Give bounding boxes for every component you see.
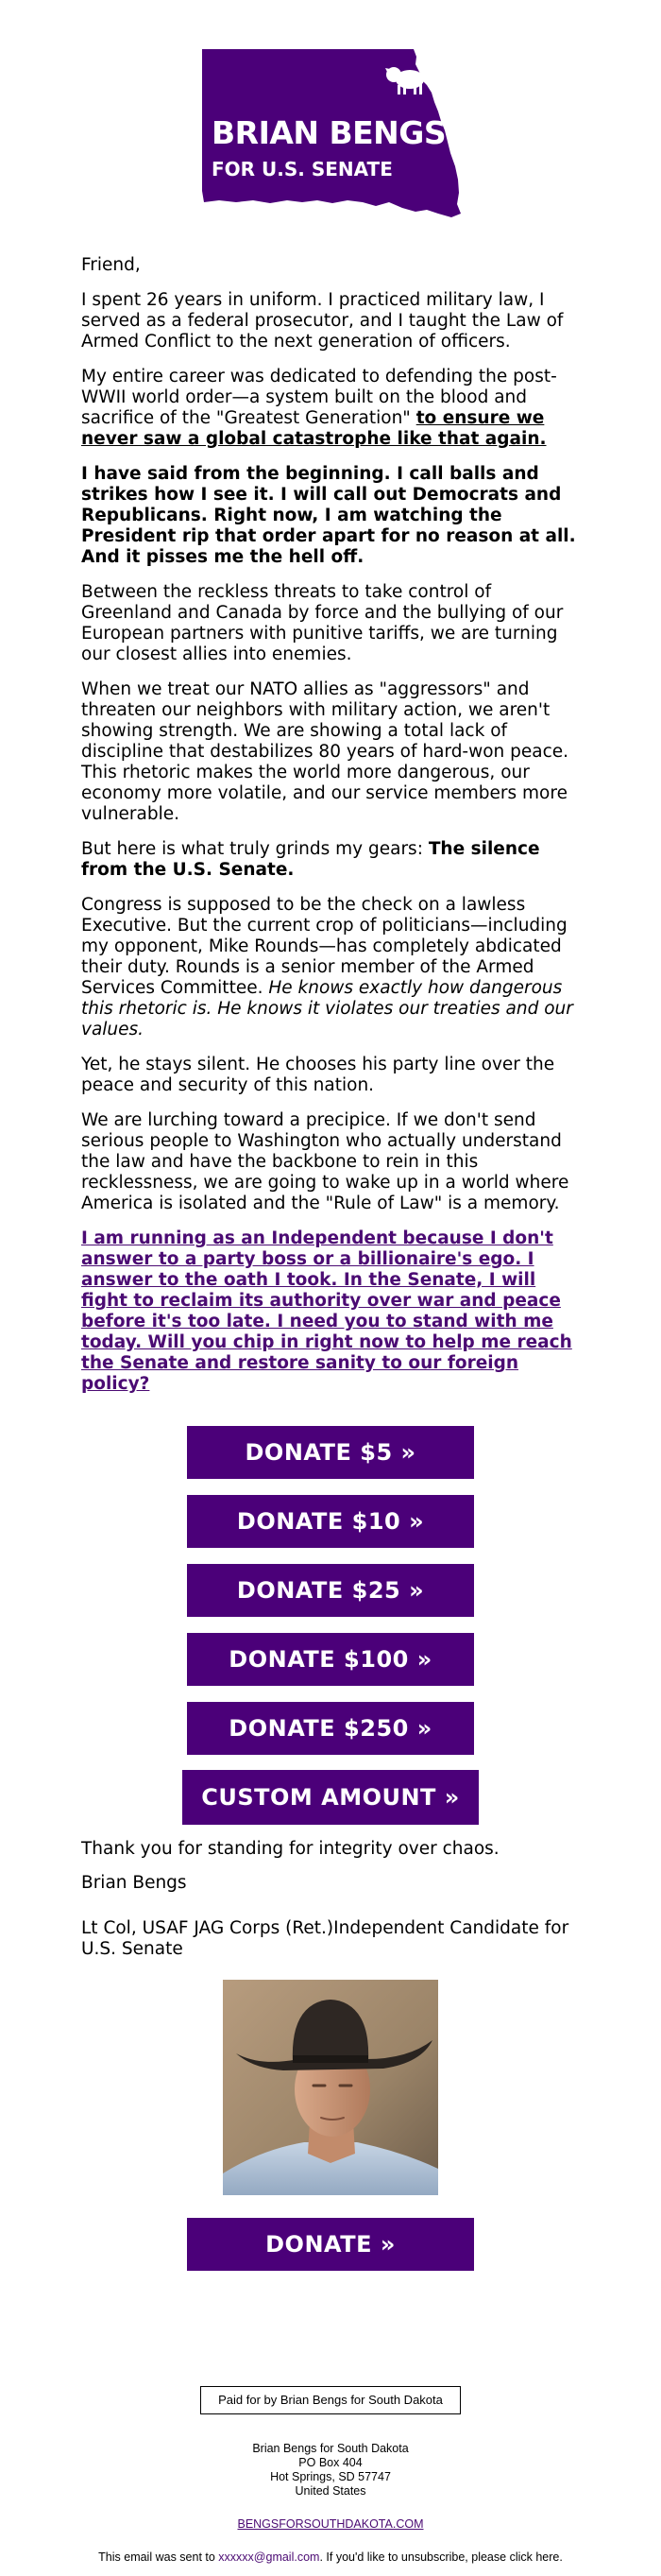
donate-5-button[interactable]: DONATE $5 »: [187, 1426, 474, 1479]
logo-subtitle: FOR U.S. SENATE: [212, 158, 393, 180]
cta-link[interactable]: I am running as an Independent because I don't answer to a party boss or a billionaire's ego. I answer to the oath I took. In the Senate, I will fight to reclaim its authority over war and peace before it's too late. I need you to stand with me today. Will you chip in right now to help me reach the Senate and restore sanity to our foreign policy?: [81, 1228, 572, 1394]
mailing-address: [0, 2442, 661, 2499]
world-order-emphasis: to ensure we never saw a global catastrophe like that again.: [81, 408, 547, 449]
custom-amount-button[interactable]: CUSTOM AMOUNT »: [182, 1770, 479, 1825]
letter-body: [81, 255, 580, 1395]
closing: [81, 1839, 580, 1973]
silence-emphasis: The silence from the U.S. Senate.: [81, 839, 540, 880]
paragraph-world-order: [81, 367, 580, 450]
paragraph-nato: When we treat our NATO allies as "aggressors" and threaten our neighbors with military action, we aren't showing strength. We are showing a total lack of discipline that destabilizes 80 years of hard-won peace. This rhetoric makes the world more dangerous, our economy more volatile, and our service members more vulnerable.: [81, 679, 569, 824]
donate-button[interactable]: DONATE »: [187, 2218, 474, 2271]
candidate-photo: [223, 1980, 438, 2195]
paragraph-precipice: We are lurching toward a precipice. If we don't send serious people to Washington who actually understand the law and have the backbone to rein in this recklessness, we are going to wake up in a world where America is isolated and the "Rule of Law" is a memory.: [81, 1110, 569, 1213]
congress-italic: He knows exactly how dangerous this rhetoric is. He knows it violates our treaties and our values.: [81, 978, 573, 1039]
address-po-box: PO Box 404: [298, 2456, 363, 2469]
address-country: United States: [295, 2484, 366, 2498]
logo-name: BRIAN BENGS: [212, 114, 447, 151]
donate-100-button[interactable]: DONATE $100 »: [187, 1633, 474, 1686]
paragraph-balls-strikes: I have said from the beginning. I call balls and strikes how I see it. I will call out Democrats and Republicans. Right now, I am watching the President rip that order apart for no reason at all. And it pisses me the hell off.: [81, 464, 576, 567]
thank-you-line: Thank you for standing for integrity over chaos.: [81, 1839, 500, 1859]
congress-text: Congress is supposed to be the check on a lawless Executive. But the current crop of politicians—including my opponent, Mike Rounds—has completely abdicated their duty. Rounds is a senior member of the Armed Services Committee.: [81, 895, 568, 998]
address-city: Hot Springs, SD 57747: [270, 2470, 391, 2483]
silence-text: But here is what truly grinds my gears:: [81, 839, 429, 859]
address-org: Brian Bengs for South Dakota: [252, 2442, 409, 2455]
unsubscribe-notice: [0, 2550, 661, 2565]
sent-prefix: This email was sent to: [98, 2550, 219, 2564]
signature-title: Lt Col, USAF JAG Corps (Ret.)Independent Candidate for U.S. Senate: [81, 1918, 569, 1959]
website-link[interactable]: BENGSFORSOUTHDAKOTA.COM: [237, 2517, 424, 2531]
world-order-text: My entire career was dedicated to defending the post-WWII world order—a system built on the blood and sacrifice of the "Greatest Generation": [81, 367, 557, 428]
unsubscribe-link[interactable]: . If you'd like to unsubscribe, please click here.: [319, 2550, 563, 2564]
signature-name: Brian Bengs: [81, 1873, 187, 1893]
candidate-portrait-icon: [223, 1980, 438, 2195]
donate-25-button[interactable]: DONATE $25 »: [187, 1564, 474, 1617]
donate-10-button[interactable]: DONATE $10 »: [187, 1495, 474, 1548]
paragraph-silence: [81, 839, 580, 881]
south-dakota-logo-icon: [200, 49, 461, 217]
paragraph-silent: Yet, he stays silent. He chooses his party line over the peace and security of this nation.: [81, 1055, 555, 1095]
recipient-email: xxxxxx@gmail.com: [218, 2550, 320, 2564]
paragraph-career: I spent 26 years in uniform. I practiced military law, I served as a federal prosecutor, and I taught the Law of Armed Conflict to the next generation of officers.: [81, 290, 564, 352]
paragraph-allies: Between the reckless threats to take control of Greenland and Canada by force and the bullying of our European partners with punitive tariffs, we are turning our closest allies into enemies.: [81, 582, 564, 664]
campaign-logo: [0, 49, 661, 217]
paragraph-congress: [81, 895, 580, 1040]
donate-250-button[interactable]: DONATE $250 »: [187, 1702, 474, 1755]
paid-for-disclaimer: Paid for by Brian Bengs for South Dakota: [200, 2386, 461, 2414]
greeting: Friend,: [81, 255, 141, 275]
